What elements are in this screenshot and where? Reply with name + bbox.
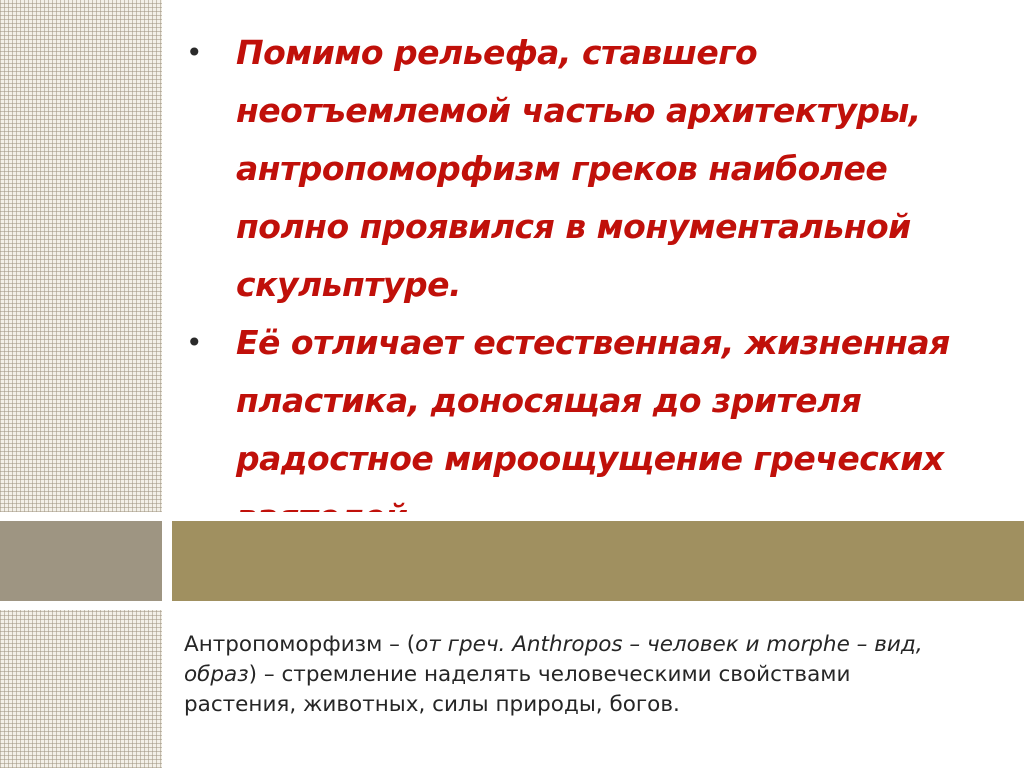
bullet-text-2: Её отличает естественная, жизненная пластика, доносящая до зрителя радостное мироощущение греческих [236,323,950,478]
bullet-item-1 [186,24,986,314]
footnote-definition [184,630,944,720]
bullet-list [186,24,986,546]
decorative-band-left [0,521,162,601]
vertical-divider [162,0,172,768]
main-content-panel [172,0,1024,512]
footnote-origin: от греч. Anthropos – человек и morphe – вид, образ [184,632,923,687]
bullet-dot-icon: • [186,36,203,69]
bullet-text-1: Помимо рельефа, ставшего неотъемлемой частью архитектуры, антропоморфизм греков наиболее полно проявился в монументальной скульптуре. [236,33,921,304]
horizontal-divider-bottom [0,601,1024,610]
horizontal-divider-top [0,512,1024,521]
bullet-dot-icon: • [186,326,203,359]
footnote-panel [172,610,1024,768]
footnote-rest: ) – стремление наделять человеческими свойствами растения, животных, силы природы, богов. [184,662,851,717]
decorative-band-right [172,521,1024,601]
footnote-term: Антропоморфизм – ( [184,632,416,657]
